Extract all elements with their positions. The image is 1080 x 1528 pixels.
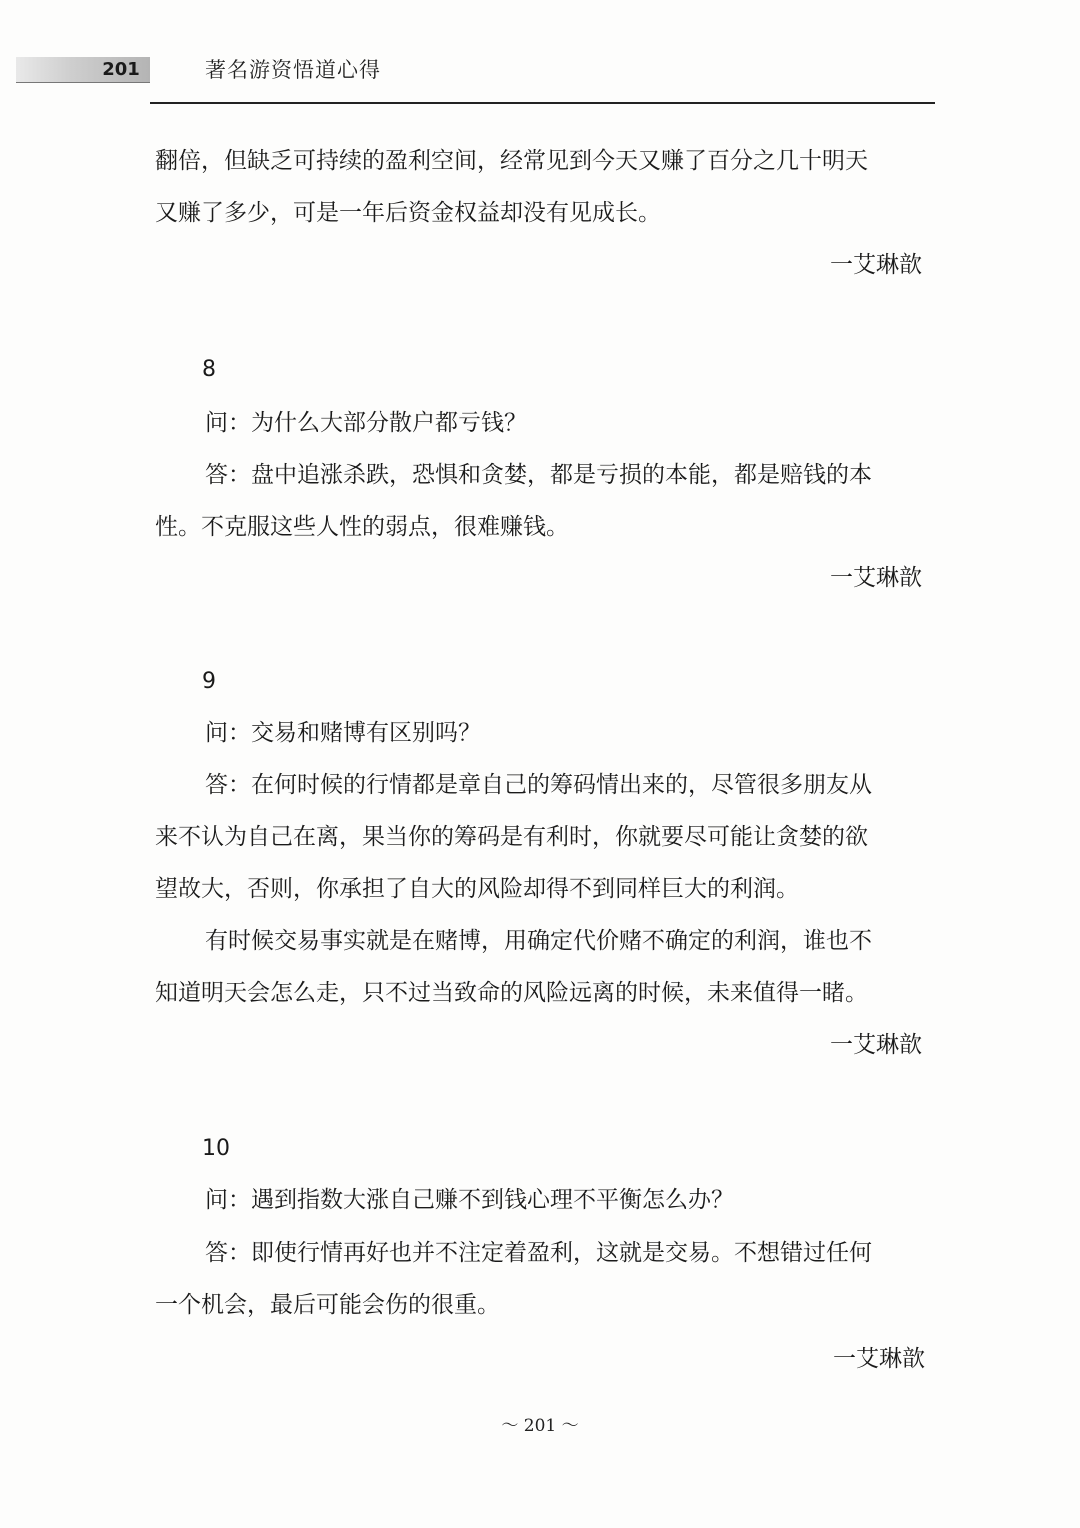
paragraph-line: 翻倍，但缺乏可持续的盈利空间，经常见到今天又赚了百分之几十明天 — [155, 148, 868, 174]
answer-line: 性。不克服这些人性的弱点，很难赚钱。 — [155, 514, 569, 540]
author-signature: 一艾琳歆 — [830, 565, 922, 591]
answer-line: 知道明天会怎么走，只不过当致命的风险远离的时候，未来值得一睹。 — [155, 980, 868, 1006]
author-signature: 一艾琳歆 — [833, 1346, 925, 1372]
answer-line: 答：在何时候的行情都是章自己的筹码情出来的，尽管很多朋友从 — [205, 772, 872, 798]
entry-number: 9 — [202, 669, 216, 694]
running-title: 著名游资悟道心得 — [205, 58, 381, 82]
answer-line: 答：盘中追涨杀跌，恐惧和贪婪，都是亏损的本能，都是赔钱的本 — [205, 462, 872, 488]
answer-line: 来不认为自己在离，果当你的筹码是有利时，你就要尽可能让贪婪的欲 — [155, 824, 868, 850]
paragraph-line: 又赚了多少，可是一年后资金权益却没有见成长。 — [155, 200, 661, 226]
answer-line: 望故大，否则，你承担了自大的风险却得不到同样巨大的利润。 — [155, 876, 799, 902]
header-rule — [150, 102, 935, 104]
header-page-number: 201 — [102, 59, 140, 80]
author-signature: 一艾琳歆 — [830, 1032, 922, 1058]
answer-line: 有时候交易事实就是在赌博，用确定代价赌不确定的利润，谁也不 — [205, 928, 872, 954]
author-signature: 一艾琳歆 — [830, 252, 922, 278]
tab-underline — [16, 82, 150, 83]
entry-number: 10 — [202, 1136, 230, 1161]
question-text: 问：为什么大部分散户都亏钱？ — [205, 410, 527, 436]
entry-number: 8 — [202, 357, 216, 382]
answer-line: 答：即使行情再好也并不注定着盈利，这就是交易。不想错过任何 — [205, 1240, 872, 1266]
question-text: 问：遇到指数大涨自己赚不到钱心理不平衡怎么办？ — [205, 1187, 734, 1213]
footer-page-number: ～ 201 ～ — [501, 1416, 579, 1436]
answer-line: 一个机会，最后可能会伤的很重。 — [155, 1292, 500, 1318]
question-text: 问：交易和赌博有区别吗？ — [205, 720, 481, 746]
